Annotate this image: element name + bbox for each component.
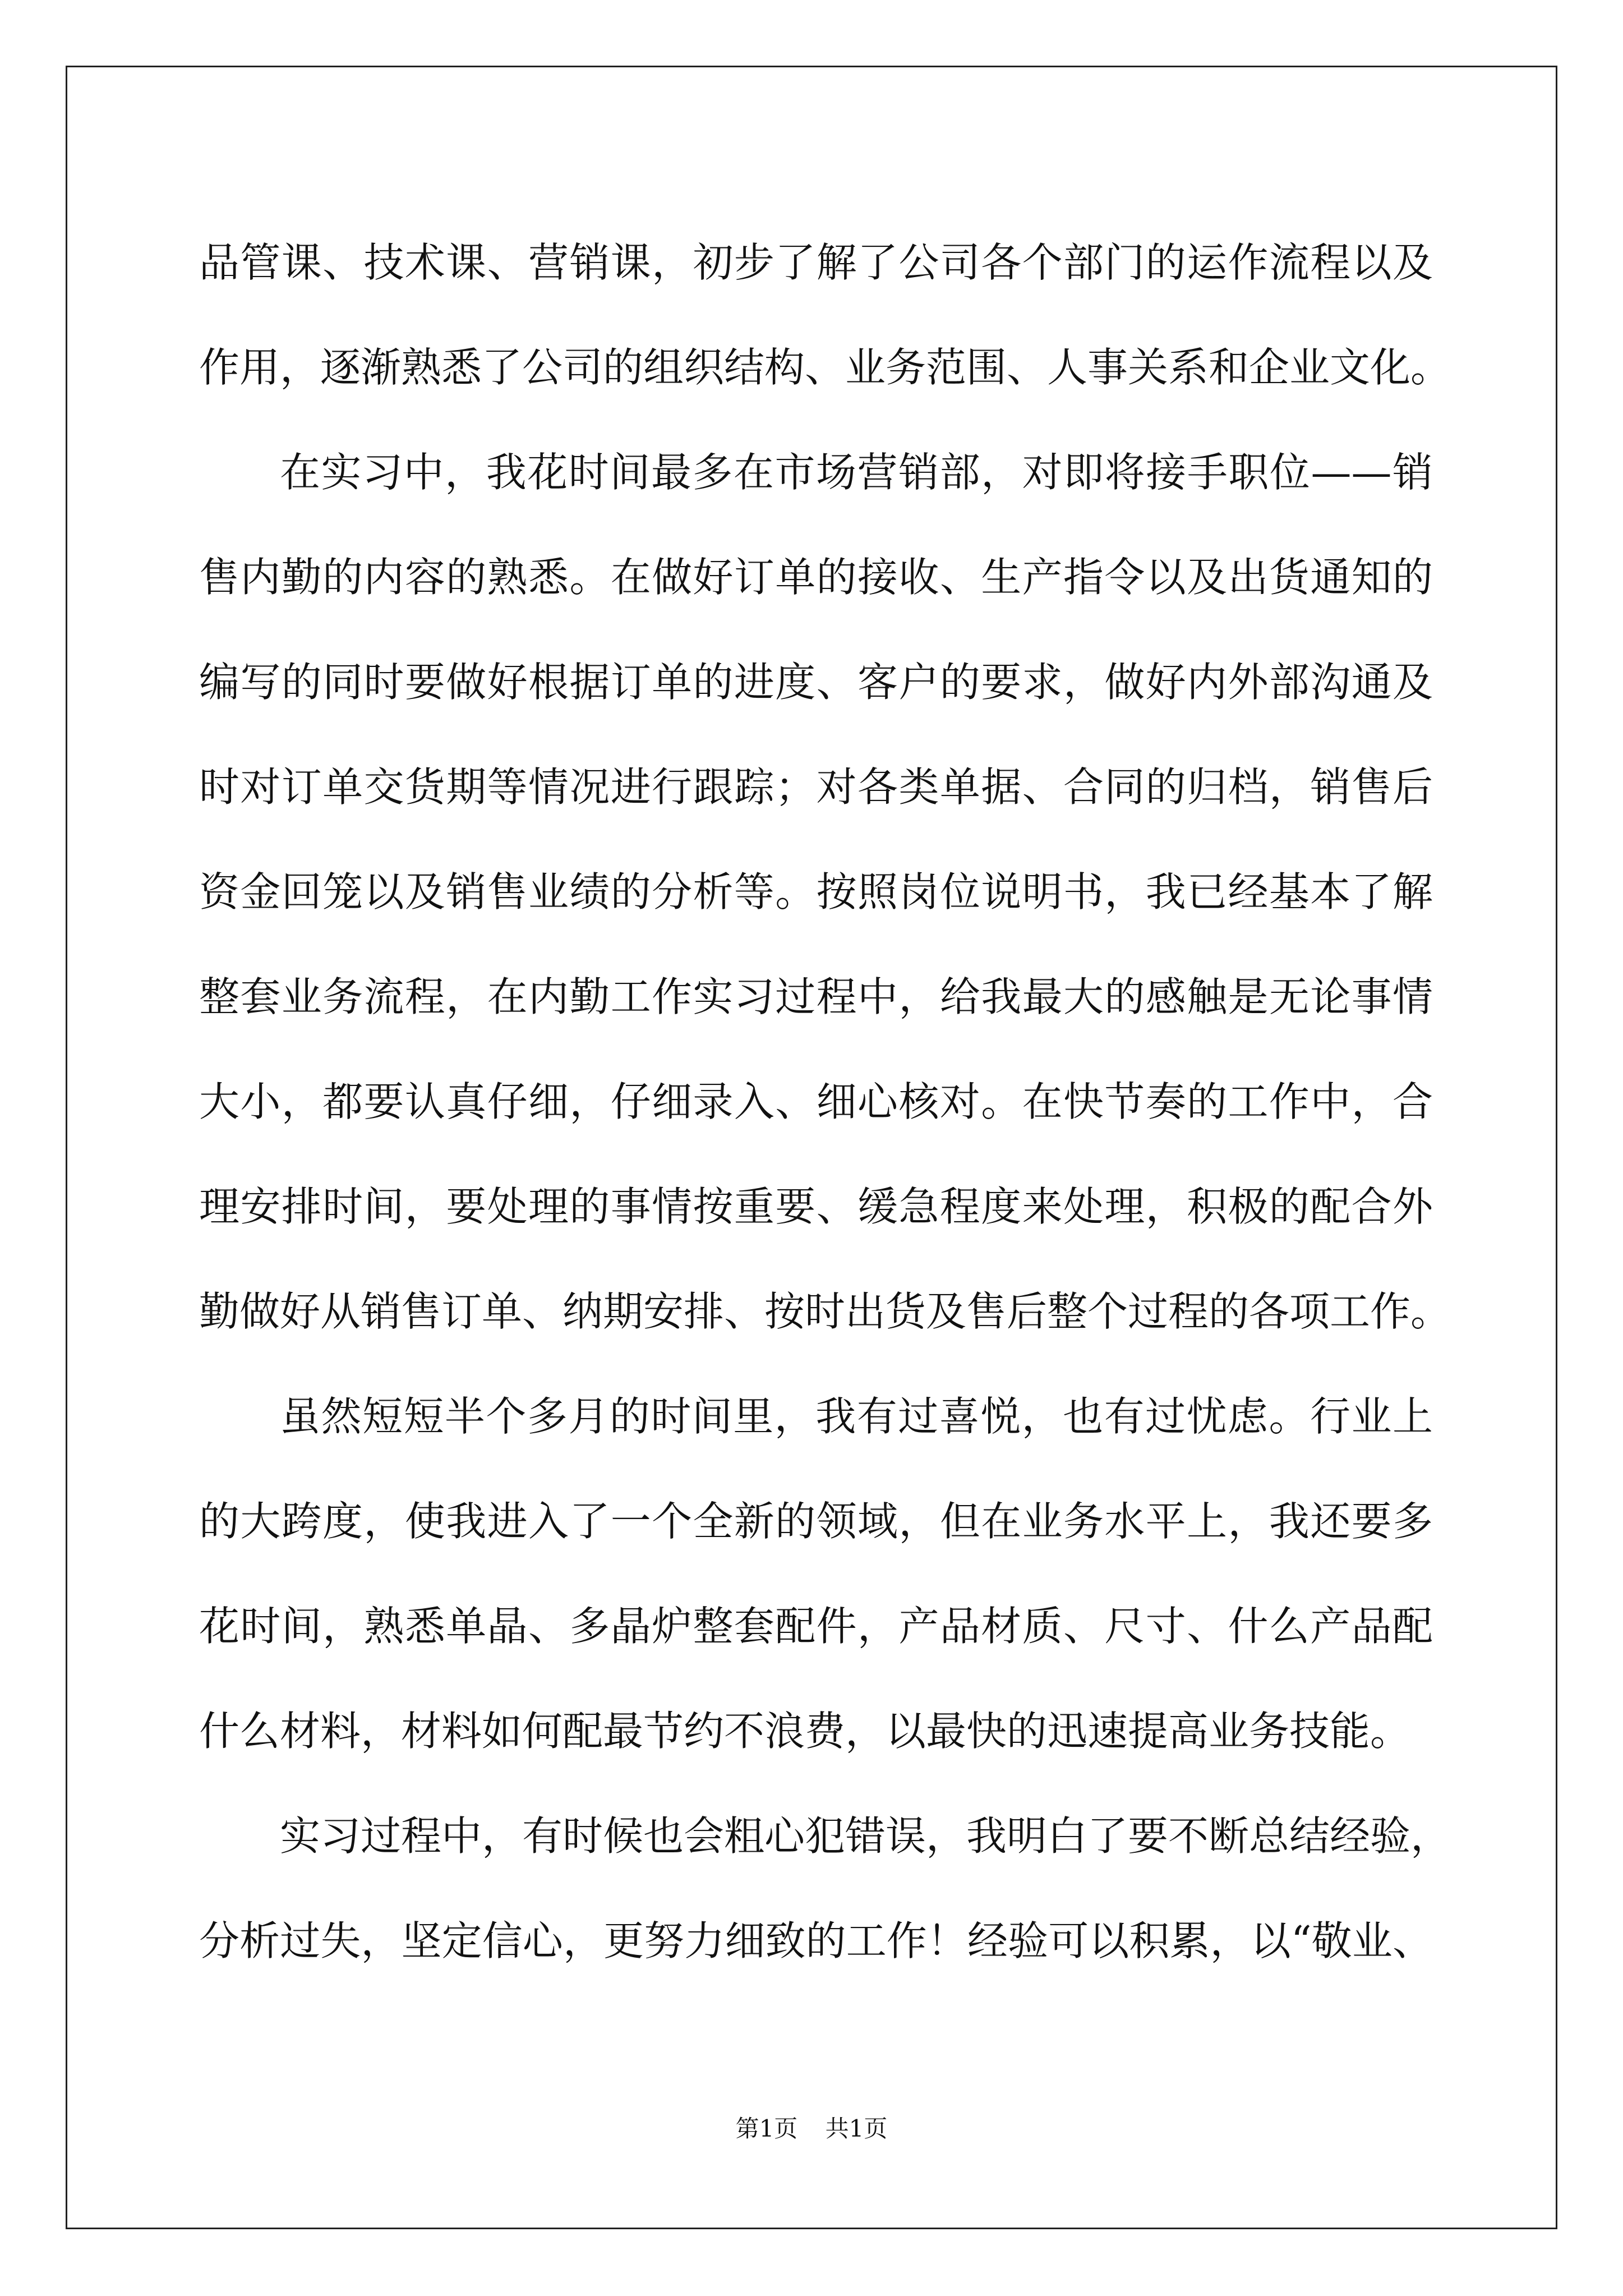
- text-line: 花时间，熟悉单晶、多晶炉整套配件，产品材质、尺寸、什么产品配: [199, 1603, 1433, 1650]
- text-line: 作用，逐渐熟悉了公司的组织结构、业务范围、人事关系和企业文化。: [199, 344, 1451, 391]
- page-total: 共1页: [825, 2115, 888, 2142]
- text-line: 什么材料，材料如何配最节约不浪费，以最快的迅速提高业务技能。: [199, 1708, 1411, 1755]
- text-line: 勤做好从销售订单、纳期安排、按时出货及售后整个过程的各项工作。: [199, 1288, 1451, 1335]
- text-line: 编写的同时要做好根据订单的进度、客户的要求，做好内外部沟通及: [199, 659, 1433, 706]
- text-line: 整套业务流程，在内勤工作实习过程中，给我最大的感触是无论事情: [199, 973, 1433, 1020]
- text-line: 的大跨度，使我进入了一个全新的领域，但在业务水平上，我还要多: [199, 1498, 1433, 1545]
- text-line: 资金回笼以及销售业绩的分析等。按照岗位说明书，我已经基本了解: [199, 868, 1433, 915]
- page-number: 第1页: [735, 2115, 798, 2142]
- text-line: 实习过程中，有时候也会粗心犯错误，我明白了要不断总结经验，: [280, 1812, 1451, 1860]
- text-line: 时对订单交货期等情况进行跟踪；对各类单据、合同的归档，销售后: [199, 763, 1433, 811]
- page-footer: [0, 2112, 1623, 2146]
- text-line: 品管课、技术课、营销课，初步了解了公司各个部门的运作流程以及: [199, 239, 1433, 286]
- text-line: 理安排时间，要处理的事情按重要、缓急程度来处理，积极的配合外: [199, 1183, 1433, 1230]
- document-body: [199, 210, 1451, 1994]
- text-line: 在实习中，我花时间最多在市场营销部，对即将接手职位——销: [280, 449, 1433, 496]
- text-line: 虽然短短半个多月的时间里，我有过喜悦，也有过忧虑。行业上: [280, 1393, 1433, 1440]
- text-line: 分析过失，坚定信心，更努力细致的工作！经验可以积累，以“敬业、: [199, 1917, 1433, 1964]
- text-line: 大小，都要认真仔细，仔细录入、细心核对。在快节奏的工作中，合: [199, 1078, 1433, 1125]
- text-line: 售内勤的内容的熟悉。在做好订单的接收、生产指令以及出货通知的: [199, 554, 1433, 601]
